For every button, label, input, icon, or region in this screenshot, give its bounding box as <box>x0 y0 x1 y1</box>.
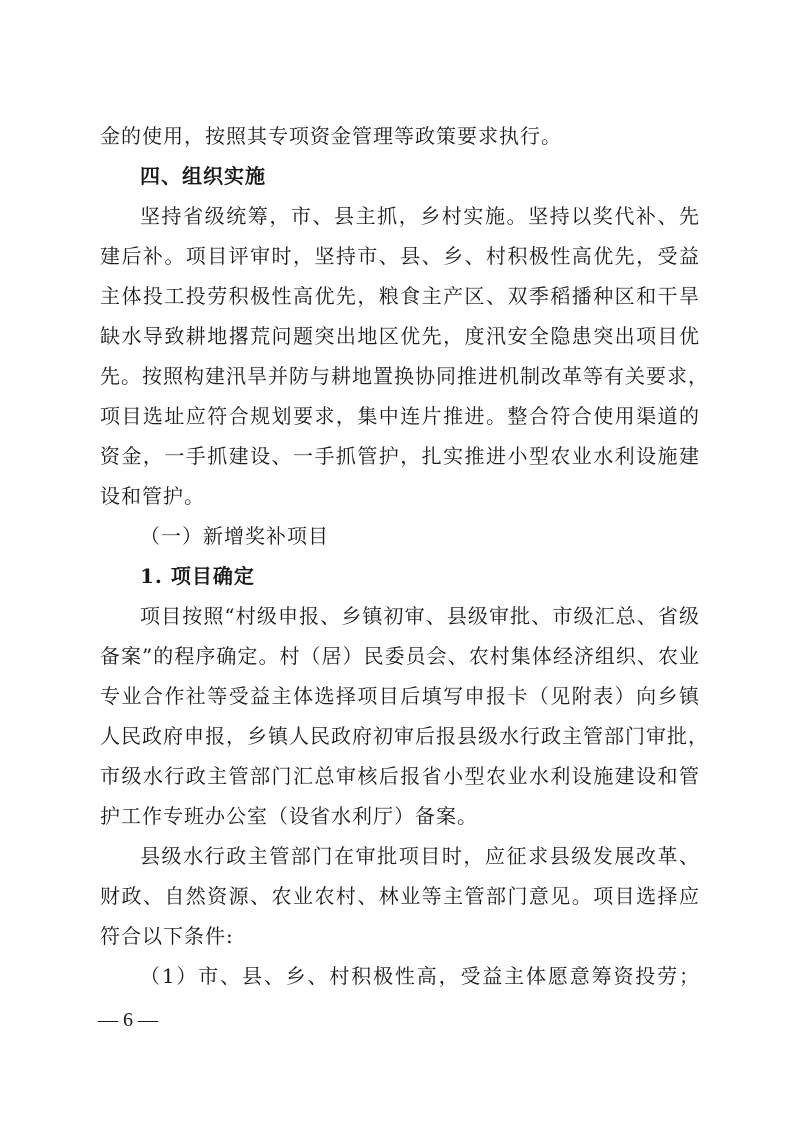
paragraph-line: 护工作专班办公室（设省水利厅）备案。 <box>100 804 478 828</box>
paragraph-line: 备案”的程序确定。村（居）民委员会、农村集体经济组织、农业 <box>100 644 700 668</box>
paragraph-line: 县级水行政主管部门在审批项目时，应征求县级发展改革、 <box>140 844 700 868</box>
paragraph-line: 建后补。项目评审时，坚持市、县、乡、村积极性高优先，受益 <box>100 244 700 268</box>
paragraph-line: 坚持省级统筹，市、县主抓，乡村实施。坚持以奖代补、先 <box>140 204 700 228</box>
paragraph-line: 人民政府申报，乡镇人民政府初审后报县级水行政主管部门审批， <box>100 724 709 748</box>
paragraph-line: 符合以下条件: <box>100 924 234 948</box>
paragraph-line: 先。按照构建汛旱并防与耕地置换协同推进机制改革等有关要求， <box>100 364 709 388</box>
paragraph-line: 设和管护。 <box>100 484 205 508</box>
paragraph-line: 市级水行政主管部门汇总审核后报省小型农业水利设施建设和管 <box>100 764 700 788</box>
page-number: — 6 — <box>98 1009 158 1031</box>
paragraph-line: 主体投工投劳积极性高优先，粮食主产区、双季稻播种区和干旱 <box>100 284 700 308</box>
subsection-heading: （一）新增奖补项目 <box>140 524 329 548</box>
list-item-line: （1）市、县、乡、村积极性高，受益主体愿意筹资投劳； <box>140 964 700 988</box>
paragraph-line: 资金，一手抓建设、一手抓管护，扎实推进小型农业水利设施建 <box>100 444 700 468</box>
paragraph-line: 项目选址应符合规划要求，集中连片推进。整合符合使用渠道的 <box>100 404 700 428</box>
paragraph-line: 金的使用，按照其专项资金管理等政策要求执行。 <box>100 124 562 148</box>
document-body <box>100 116 709 996</box>
paragraph-line: 财政、自然资源、农业农村、林业等主管部门意见。项目选择应 <box>100 884 700 908</box>
paragraph-line: 专业合作社等受益主体选择项目后填写申报卡（见附表）向乡镇 <box>100 684 700 708</box>
section-heading: 四、组织实施 <box>140 164 266 188</box>
item-heading: 1. 项目确定 <box>140 564 255 588</box>
paragraph-line: 缺水导致耕地撂荒问题突出地区优先，度汛安全隐患突出项目优 <box>100 324 700 348</box>
paragraph-line: 项目按照“村级申报、乡镇初审、县级审批、市级汇总、省级 <box>140 604 700 628</box>
